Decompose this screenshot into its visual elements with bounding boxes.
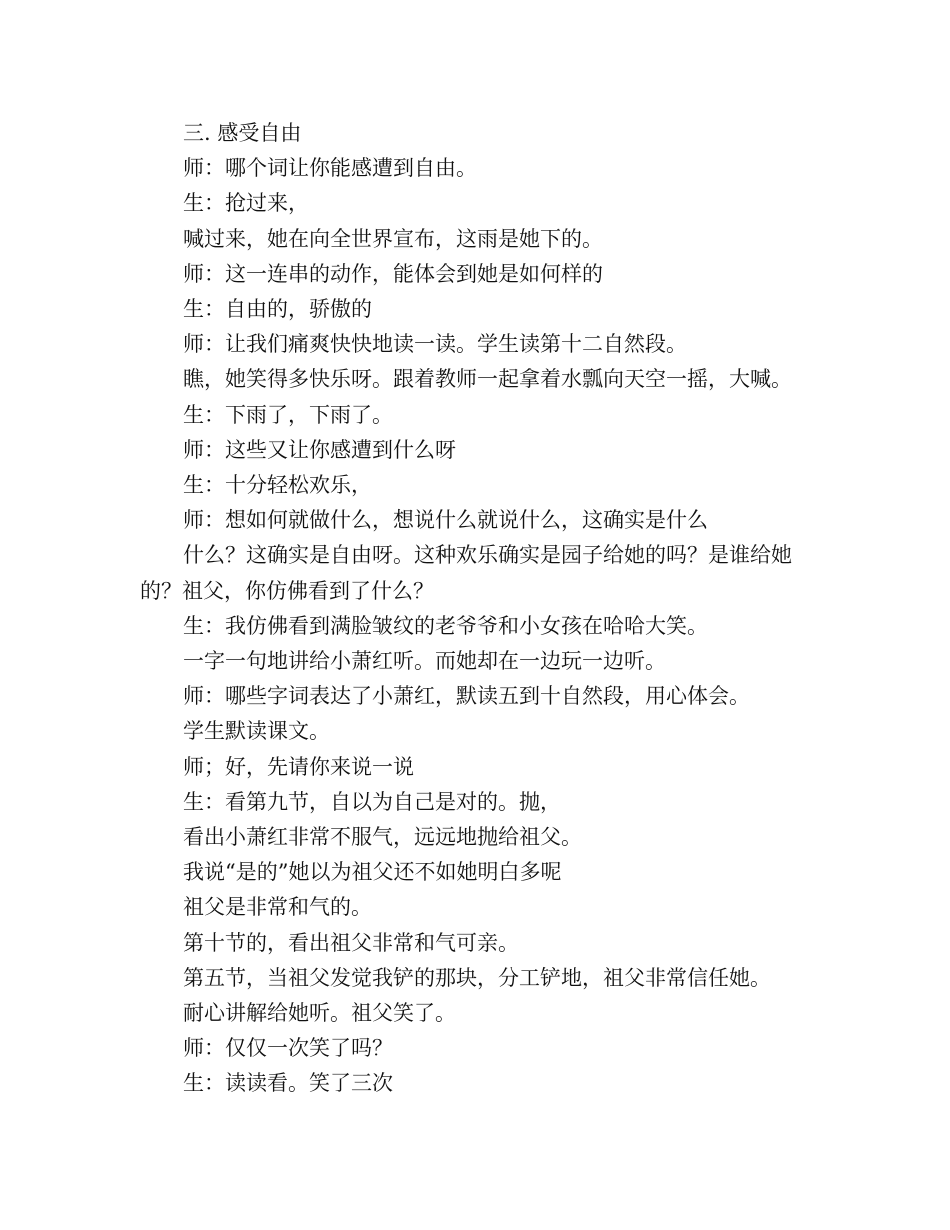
dialogue-line: 师：哪个词让你能感遭到自由。 [183, 156, 477, 181]
dialogue-line: 一字一句地讲给小萧红听。而她却在一边玩一边听。 [183, 649, 666, 674]
dialogue-line: 师；好，先请你来说一说 [183, 754, 414, 779]
dialogue-line: 喊过来，她在向全世界宣布，这雨是她下的。 [183, 226, 603, 251]
dialogue-line: 第十节的，看出祖父非常和气可亲。 [183, 930, 519, 955]
dialogue-line: 师：这些又让你感遭到什么呀 [183, 437, 456, 462]
dialogue-line: 师：仅仅一次笑了吗？ [183, 1036, 393, 1061]
dialogue-line: 看出小萧红非常不服气，远远地抛给祖父。 [183, 825, 582, 850]
dialogue-line: 生：我仿佛看到满脸皱纹的老爷爷和小女孩在哈哈大笑。 [183, 613, 708, 638]
dialogue-line: 我说“是的”她以为祖父还不如她明白多呢 [183, 860, 562, 885]
dialogue-line: 生：下雨了，下雨了。 [183, 402, 393, 427]
dialogue-line: 生：读读看。笑了三次 [183, 1071, 393, 1096]
dialogue-line: 师：哪些字词表达了小萧红，默读五到十自然段，用心体会。 [183, 684, 750, 709]
dialogue-line: 生：自由的，骄傲的 [183, 297, 372, 322]
dialogue-line: 祖父是非常和气的。 [183, 895, 372, 920]
dialogue-line: 生：抢过来， [183, 191, 309, 216]
dialogue-line: 师：这一连串的动作，能体会到她是如何样的 [183, 261, 603, 286]
dialogue-line: 师：想如何就做什么，想说什么就说什么，这确实是什么 [183, 508, 708, 533]
dialogue-line: 生：十分轻松欢乐， [183, 473, 372, 498]
document-body [140, 116, 830, 1102]
dialogue-line: 学生默读课文。 [183, 719, 330, 744]
dialogue-line: 第五节，当祖父发觉我铲的那块，分工铲地，祖父非常信任她。 [183, 965, 771, 990]
section-heading: 三. 感受自由 [183, 121, 302, 145]
dialogue-line: 什么？这确实是自由呀。这种欢乐确实是园子给她的吗？是谁给她的？祖父，你仿佛看到了什么？ [140, 543, 792, 603]
dialogue-line: 瞧，她笑得多快乐呀。跟着教师一起拿着水瓢向天空一摇，大喊。 [183, 367, 792, 392]
dialogue-line: 生：看第九节，自以为自己是对的。抛， [183, 789, 561, 814]
dialogue-line: 耐心讲解给她听。祖父笑了。 [183, 1001, 456, 1026]
dialogue-line: 师：让我们痛爽快快地读一读。学生读第十二自然段。 [183, 332, 687, 357]
